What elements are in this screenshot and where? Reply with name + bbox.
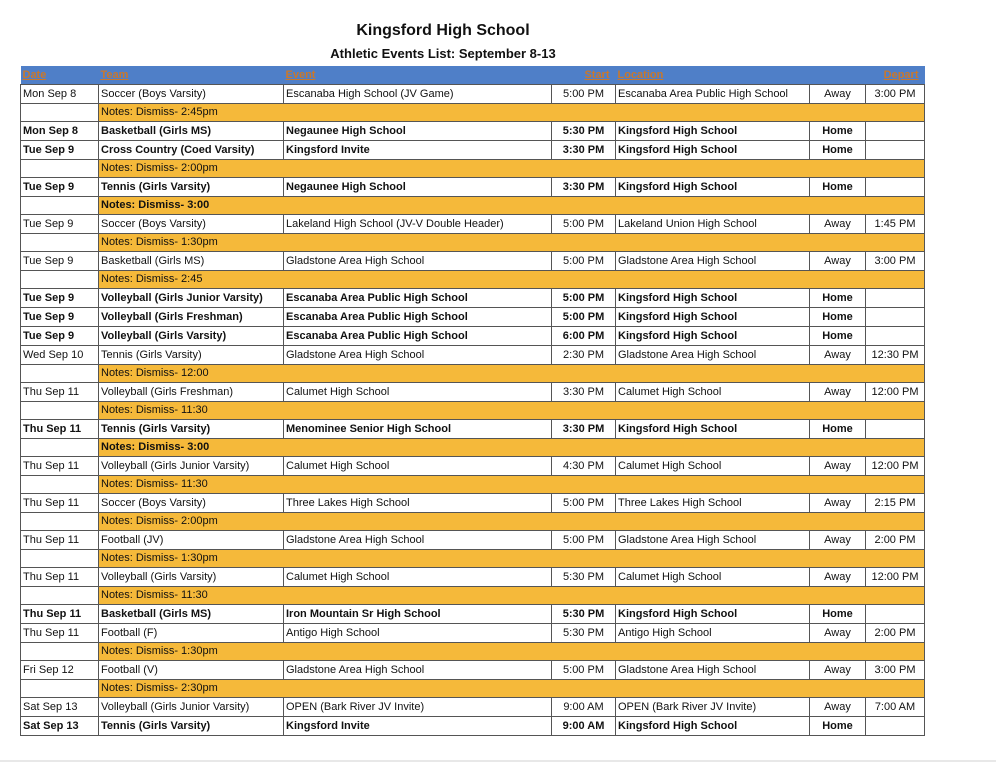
date-cell: Thu Sep 11	[21, 604, 99, 623]
depart-time-cell: 12:00 PM	[866, 456, 925, 475]
location-cell: Gladstone Area High School	[616, 660, 810, 679]
date-cell: Thu Sep 11	[21, 382, 99, 401]
event-row	[21, 716, 925, 735]
table-body	[21, 84, 925, 735]
team-cell: Football (JV)	[99, 530, 284, 549]
depart-time-cell: 1:45 PM	[866, 214, 925, 233]
note-spacer-cell	[21, 233, 99, 251]
home-away-cell: Home	[810, 177, 866, 196]
event-cell: Calumet High School	[284, 456, 552, 475]
note-cell: Notes: Dismiss- 2:45	[99, 270, 925, 288]
note-cell: Notes: Dismiss- 12:00	[99, 364, 925, 382]
location-cell: Kingsford High School	[616, 716, 810, 735]
depart-time-cell: 3:00 PM	[866, 84, 925, 103]
start-time-cell: 2:30 PM	[552, 345, 616, 364]
note-row	[21, 512, 925, 530]
location-cell: Three Lakes High School	[616, 493, 810, 512]
start-time-cell: 3:30 PM	[552, 177, 616, 196]
depart-time-cell	[866, 121, 925, 140]
location-cell: Gladstone Area High School	[616, 345, 810, 364]
team-cell: Tennis (Girls Varsity)	[99, 716, 284, 735]
location-cell: Kingsford High School	[616, 177, 810, 196]
home-away-cell: Home	[810, 121, 866, 140]
date-cell: Tue Sep 9	[21, 214, 99, 233]
date-cell: Mon Sep 8	[21, 84, 99, 103]
date-cell: Thu Sep 11	[21, 623, 99, 642]
event-row	[21, 567, 925, 586]
note-cell: Notes: Dismiss- 3:00	[99, 196, 925, 214]
date-cell: Fri Sep 12	[21, 660, 99, 679]
event-row	[21, 251, 925, 270]
location-cell: Antigo High School	[616, 623, 810, 642]
col-header-event: Event	[285, 68, 316, 81]
home-away-cell: Away	[810, 623, 866, 642]
depart-time-cell: 7:00 AM	[866, 697, 925, 716]
start-time-cell: 9:00 AM	[552, 716, 616, 735]
depart-time-cell: 2:00 PM	[866, 623, 925, 642]
date-cell: Tue Sep 9	[21, 307, 99, 326]
depart-time-cell: 12:00 PM	[866, 567, 925, 586]
team-cell: Volleyball (Girls Junior Varsity)	[99, 288, 284, 307]
note-cell: Notes: Dismiss- 2:00pm	[99, 159, 925, 177]
event-cell: Gladstone Area High School	[284, 660, 552, 679]
event-row	[21, 530, 925, 549]
date-cell: Mon Sep 8	[21, 121, 99, 140]
scan-edge	[0, 760, 996, 762]
start-time-cell: 5:00 PM	[552, 493, 616, 512]
note-spacer-cell	[21, 549, 99, 567]
home-away-cell: Away	[810, 382, 866, 401]
team-cell: Volleyball (Girls Junior Varsity)	[99, 456, 284, 475]
note-spacer-cell	[21, 270, 99, 288]
note-spacer-cell	[21, 159, 99, 177]
depart-time-cell	[866, 604, 925, 623]
start-time-cell: 5:00 PM	[552, 214, 616, 233]
event-cell: Escanaba High School (JV Game)	[284, 84, 552, 103]
note-row	[21, 475, 925, 493]
start-time-cell: 5:30 PM	[552, 121, 616, 140]
depart-time-cell: 12:30 PM	[866, 345, 925, 364]
event-row	[21, 84, 925, 103]
depart-time-cell: 3:00 PM	[866, 251, 925, 270]
note-spacer-cell	[21, 103, 99, 121]
note-spacer-cell	[21, 512, 99, 530]
event-row	[21, 140, 925, 159]
page-title: Kingsford High School	[356, 22, 530, 39]
location-cell: OPEN (Bark River JV Invite)	[616, 697, 810, 716]
start-time-cell: 6:00 PM	[552, 326, 616, 345]
event-cell: Calumet High School	[284, 382, 552, 401]
home-away-cell: Away	[810, 493, 866, 512]
event-cell: Lakeland High School (JV-V Double Header)	[284, 214, 552, 233]
depart-time-cell: 2:00 PM	[866, 530, 925, 549]
event-cell: Kingsford Invite	[284, 140, 552, 159]
note-cell: Notes: Dismiss- 1:30pm	[99, 549, 925, 567]
location-cell: Kingsford High School	[616, 326, 810, 345]
events-table	[20, 66, 925, 736]
note-row	[21, 364, 925, 382]
note-spacer-cell	[21, 401, 99, 419]
home-away-cell: Home	[810, 140, 866, 159]
home-away-cell: Away	[810, 530, 866, 549]
table-header-row	[21, 66, 925, 84]
col-header-start: Start	[584, 68, 610, 81]
location-cell: Kingsford High School	[616, 140, 810, 159]
home-away-cell: Home	[810, 307, 866, 326]
event-row	[21, 419, 925, 438]
team-cell: Cross Country (Coed Varsity)	[99, 140, 284, 159]
start-time-cell: 5:00 PM	[552, 251, 616, 270]
event-cell: OPEN (Bark River JV Invite)	[284, 697, 552, 716]
team-cell: Tennis (Girls Varsity)	[99, 345, 284, 364]
date-cell: Tue Sep 9	[21, 288, 99, 307]
note-spacer-cell	[21, 475, 99, 493]
home-away-cell: Away	[810, 84, 866, 103]
date-cell: Tue Sep 9	[21, 326, 99, 345]
date-cell: Tue Sep 9	[21, 177, 99, 196]
note-spacer-cell	[21, 642, 99, 660]
location-cell: Calumet High School	[616, 456, 810, 475]
event-cell: Antigo High School	[284, 623, 552, 642]
note-row	[21, 196, 925, 214]
team-cell: Soccer (Boys Varsity)	[99, 84, 284, 103]
event-row	[21, 345, 925, 364]
depart-time-cell	[866, 140, 925, 159]
event-cell: Gladstone Area High School	[284, 530, 552, 549]
note-row	[21, 270, 925, 288]
team-cell: Volleyball (Girls Varsity)	[99, 567, 284, 586]
start-time-cell: 5:00 PM	[552, 288, 616, 307]
location-cell: Calumet High School	[616, 567, 810, 586]
date-cell: Tue Sep 9	[21, 251, 99, 270]
event-row	[21, 177, 925, 196]
depart-time-cell	[866, 307, 925, 326]
date-cell: Thu Sep 11	[21, 493, 99, 512]
note-cell: Notes: Dismiss- 1:30pm	[99, 233, 925, 251]
event-row	[21, 493, 925, 512]
depart-time-cell: 12:00 PM	[866, 382, 925, 401]
depart-time-cell	[866, 716, 925, 735]
start-time-cell: 5:30 PM	[552, 604, 616, 623]
home-away-cell: Home	[810, 604, 866, 623]
event-cell: Gladstone Area High School	[284, 345, 552, 364]
note-row	[21, 233, 925, 251]
home-away-cell: Home	[810, 716, 866, 735]
home-away-cell: Away	[810, 660, 866, 679]
event-cell: Iron Mountain Sr High School	[284, 604, 552, 623]
team-cell: Soccer (Boys Varsity)	[99, 214, 284, 233]
col-header-date: Date	[22, 68, 47, 81]
date-cell: Thu Sep 11	[21, 419, 99, 438]
event-row	[21, 697, 925, 716]
note-cell: Notes: Dismiss- 1:30pm	[99, 642, 925, 660]
depart-time-cell	[866, 419, 925, 438]
note-cell: Notes: Dismiss- 2:30pm	[99, 679, 925, 697]
event-row	[21, 456, 925, 475]
location-cell: Kingsford High School	[616, 307, 810, 326]
location-cell: Escanaba Area Public High School	[616, 84, 810, 103]
page-subtitle: Athletic Events List: September 8-13	[330, 46, 556, 61]
start-time-cell: 5:00 PM	[552, 660, 616, 679]
home-away-cell: Away	[810, 251, 866, 270]
team-cell: Volleyball (Girls Freshman)	[99, 307, 284, 326]
team-cell: Volleyball (Girls Varsity)	[99, 326, 284, 345]
depart-time-cell: 3:00 PM	[866, 660, 925, 679]
event-cell: Gladstone Area High School	[284, 251, 552, 270]
team-cell: Tennis (Girls Varsity)	[99, 419, 284, 438]
home-away-cell: Away	[810, 345, 866, 364]
note-cell: Notes: Dismiss- 11:30	[99, 586, 925, 604]
event-row	[21, 288, 925, 307]
start-time-cell: 5:30 PM	[552, 567, 616, 586]
note-spacer-cell	[21, 586, 99, 604]
date-cell: Thu Sep 11	[21, 530, 99, 549]
home-away-cell: Home	[810, 288, 866, 307]
note-cell: Notes: Dismiss- 11:30	[99, 475, 925, 493]
col-header-location: Location	[617, 68, 664, 81]
event-cell: Escanaba Area Public High School	[284, 288, 552, 307]
start-time-cell: 3:30 PM	[552, 382, 616, 401]
start-time-cell: 3:30 PM	[552, 140, 616, 159]
home-away-cell: Home	[810, 326, 866, 345]
team-cell: Basketball (Girls MS)	[99, 251, 284, 270]
note-spacer-cell	[21, 438, 99, 456]
start-time-cell: 5:00 PM	[552, 84, 616, 103]
col-header-home-away	[810, 66, 866, 84]
start-time-cell: 5:00 PM	[552, 307, 616, 326]
event-row	[21, 660, 925, 679]
note-spacer-cell	[21, 364, 99, 382]
home-away-cell: Away	[810, 456, 866, 475]
note-row	[21, 159, 925, 177]
location-cell: Gladstone Area High School	[616, 530, 810, 549]
event-row	[21, 214, 925, 233]
event-row	[21, 121, 925, 140]
depart-time-cell	[866, 326, 925, 345]
note-row	[21, 586, 925, 604]
location-cell: Kingsford High School	[616, 419, 810, 438]
date-cell: Thu Sep 11	[21, 567, 99, 586]
start-time-cell: 5:00 PM	[552, 530, 616, 549]
note-cell: Notes: Dismiss- 2:45pm	[99, 103, 925, 121]
note-row	[21, 438, 925, 456]
note-row	[21, 642, 925, 660]
event-cell: Negaunee High School	[284, 121, 552, 140]
start-time-cell: 4:30 PM	[552, 456, 616, 475]
start-time-cell: 9:00 AM	[552, 697, 616, 716]
note-cell: Notes: Dismiss- 2:00pm	[99, 512, 925, 530]
note-row	[21, 401, 925, 419]
team-cell: Football (V)	[99, 660, 284, 679]
event-cell: Three Lakes High School	[284, 493, 552, 512]
team-cell: Tennis (Girls Varsity)	[99, 177, 284, 196]
note-cell: Notes: Dismiss- 3:00	[99, 438, 925, 456]
team-cell: Volleyball (Girls Junior Varsity)	[99, 697, 284, 716]
col-header-team: Team	[100, 68, 129, 81]
event-row	[21, 604, 925, 623]
date-cell: Tue Sep 9	[21, 140, 99, 159]
event-row	[21, 307, 925, 326]
home-away-cell: Away	[810, 567, 866, 586]
note-row	[21, 103, 925, 121]
location-cell: Lakeland Union High School	[616, 214, 810, 233]
note-spacer-cell	[21, 196, 99, 214]
depart-time-cell: 2:15 PM	[866, 493, 925, 512]
team-cell: Football (F)	[99, 623, 284, 642]
event-cell: Calumet High School	[284, 567, 552, 586]
event-cell: Escanaba Area Public High School	[284, 307, 552, 326]
event-cell: Kingsford Invite	[284, 716, 552, 735]
event-cell: Negaunee High School	[284, 177, 552, 196]
event-row	[21, 326, 925, 345]
date-cell: Wed Sep 10	[21, 345, 99, 364]
home-away-cell: Away	[810, 214, 866, 233]
location-cell: Gladstone Area High School	[616, 251, 810, 270]
start-time-cell: 3:30 PM	[552, 419, 616, 438]
note-spacer-cell	[21, 679, 99, 697]
team-cell: Basketball (Girls MS)	[99, 121, 284, 140]
location-cell: Kingsford High School	[616, 121, 810, 140]
date-cell: Sat Sep 13	[21, 716, 99, 735]
event-row	[21, 623, 925, 642]
col-header-depart: Depart	[883, 68, 919, 81]
depart-time-cell	[866, 177, 925, 196]
event-cell: Escanaba Area Public High School	[284, 326, 552, 345]
note-row	[21, 549, 925, 567]
start-time-cell: 5:30 PM	[552, 623, 616, 642]
team-cell: Soccer (Boys Varsity)	[99, 493, 284, 512]
date-cell: Thu Sep 11	[21, 456, 99, 475]
note-cell: Notes: Dismiss- 11:30	[99, 401, 925, 419]
note-row	[21, 679, 925, 697]
location-cell: Kingsford High School	[616, 604, 810, 623]
location-cell: Kingsford High School	[616, 288, 810, 307]
date-cell: Sat Sep 13	[21, 697, 99, 716]
team-cell: Volleyball (Girls Freshman)	[99, 382, 284, 401]
event-row	[21, 382, 925, 401]
home-away-cell: Away	[810, 697, 866, 716]
home-away-cell: Home	[810, 419, 866, 438]
team-cell: Basketball (Girls MS)	[99, 604, 284, 623]
event-cell: Menominee Senior High School	[284, 419, 552, 438]
depart-time-cell	[866, 288, 925, 307]
location-cell: Calumet High School	[616, 382, 810, 401]
